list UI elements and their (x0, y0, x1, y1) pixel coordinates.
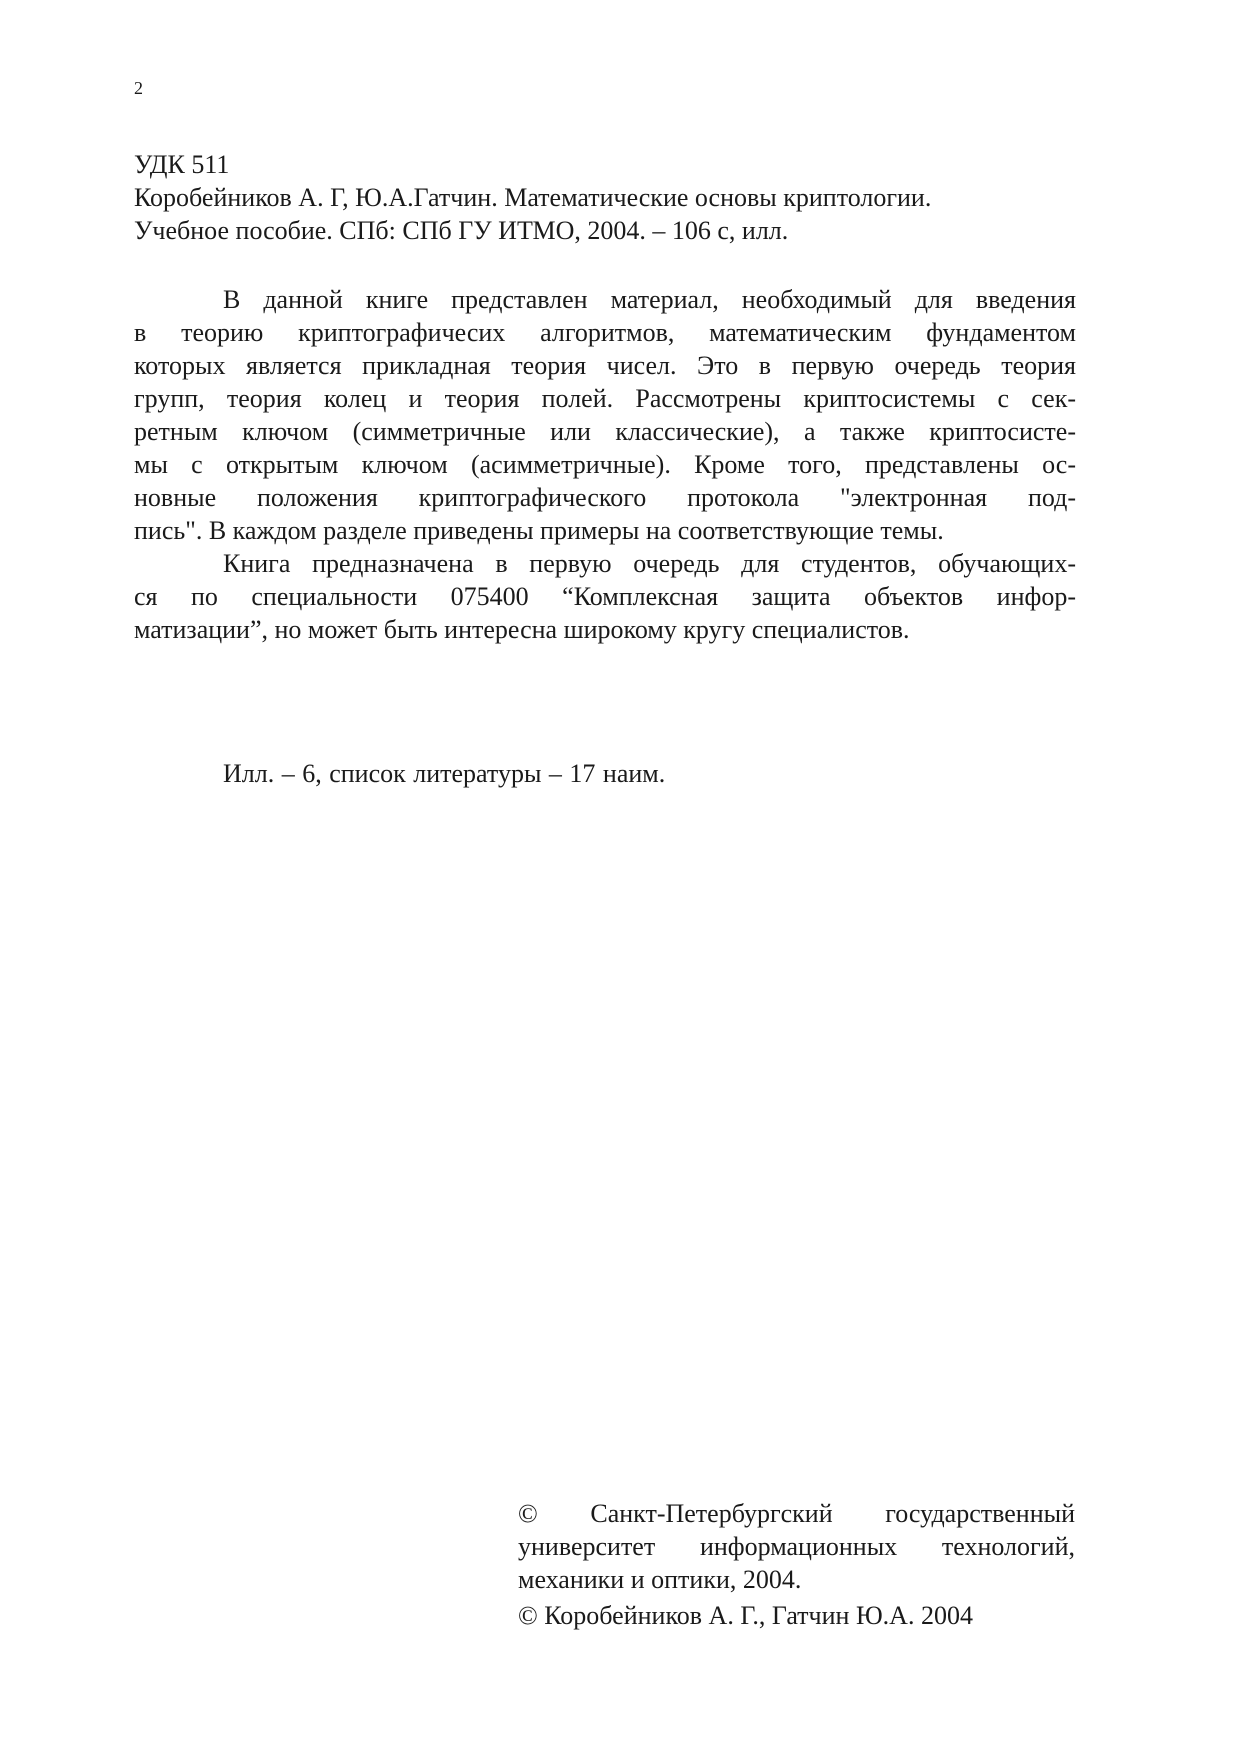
page-number: 2 (134, 78, 143, 98)
copyright-institution-line: механики и оптики, 2004. (518, 1565, 802, 1594)
abstract-p2-line: матизации”, но может быть интересна широкому кругу специалистов. (134, 615, 910, 644)
abstract-p1-line: ретным ключом (симметричные или классические), а также криптосисте- (134, 417, 1076, 446)
udk-code: УДК 511 (134, 150, 230, 179)
abstract-p1-line: мы с открытым ключом (асимметричные). Кроме того, представлены ос- (134, 450, 1076, 479)
citation-line-1: Коробейников А. Г, Ю.А.Гатчин. Математические основы криптологии. (134, 183, 932, 212)
copyright-institution-line: университет информационных технологий, (518, 1532, 1075, 1561)
abstract-p2-line: Книга предназначена в первую очередь для студентов, обучающих- (223, 549, 1076, 578)
abstract-p2-line: ся по специальности 075400 “Комплексная защита объектов инфор- (134, 582, 1076, 611)
copyright-block (518, 1497, 1075, 1632)
abstract-p1-line: в теорию криптографичесих алгоритмов, математическим фундаментом (134, 318, 1076, 347)
abstract (134, 283, 1076, 646)
abstract-p1-line: В данной книге представлен материал, необходимый для введения (223, 285, 1076, 314)
abstract-p1-line: новные положения криптографического протокола "электронная под- (134, 483, 1076, 512)
abstract-p1-line: которых является прикладная теория чисел. Это в первую очередь теория (134, 351, 1076, 380)
illustrations-note: Илл. – 6, список литературы – 17 наим. (223, 759, 666, 788)
abstract-p1-line: пись". В каждом разделе приведены примеры на соответствующие темы. (134, 516, 944, 545)
abstract-p1-line: групп, теория колец и теория полей. Рассмотрены криптосистемы с сек- (134, 384, 1076, 413)
citation-line-2: Учебное пособие. СПб: СПб ГУ ИТМО, 2004. – 106 с, илл. (134, 216, 789, 245)
copyright-authors-line: © Коробейников А. Г., Гатчин Ю.А. 2004 (518, 1601, 973, 1630)
copyright-institution-line: © Санкт-Петербургский государственный (518, 1499, 1075, 1528)
bibliographic-record (134, 148, 1074, 247)
